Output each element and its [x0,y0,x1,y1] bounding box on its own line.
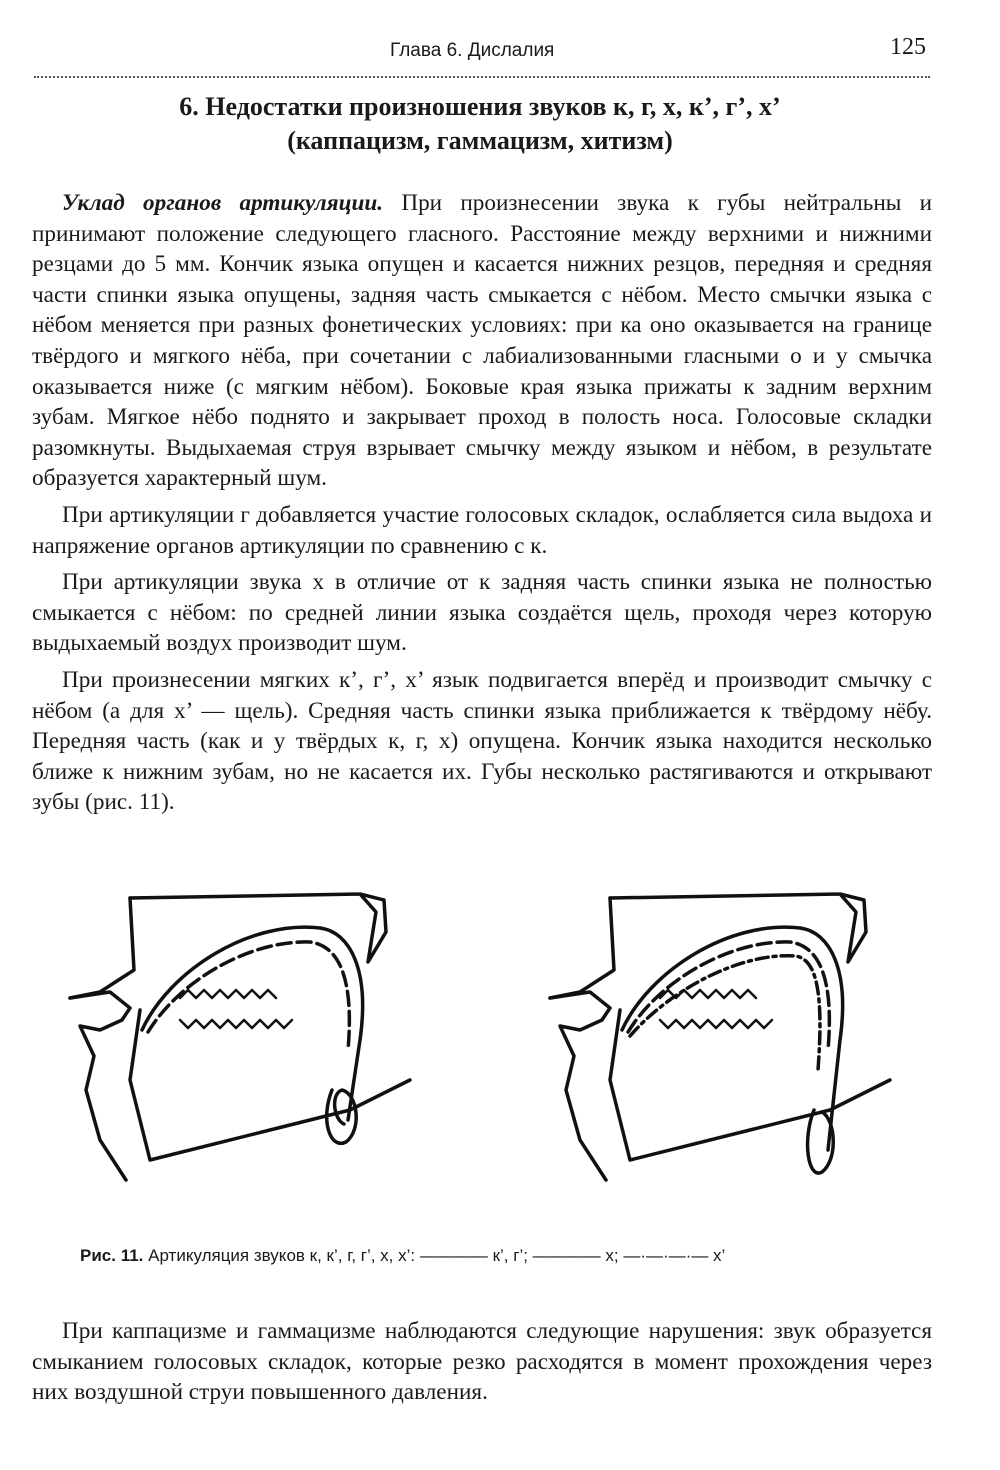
figure-caption [80,1246,940,1266]
paragraph-2: При артикуляции г добавляется участие голосовых складок, ослабляется сила выдоха и напряжение органов артикуляции по сравнению с к. [32,501,932,559]
palate-right [550,898,614,998]
paragraph-1-text: При произнесении звука к губы нейтральны и принимают положение следующего гласного. Расстояние между верхними и нижними резцами до 5 мм. Кончик языка опущен и касается нижних резцов, передняя и средняя части спинки языка опущены, задняя часть смыкается с нёбом. Место смычки языка с нёбом меняется при разных фонетических условиях: при ка оно оказывается на границе твёрдого и мягкого нёба, при сочетании с лабиализованными гласными о и у смычка оказывается ниже (с мягким нёбом). Боковые края языка прижаты к задним верхним зубам. Мягкое нёбо поднято и закрывает проход в полость носа. Голосовые складки разомкнуты. Выдыхаемая струя взрывает смычку между языком и нёбом, в результате образуется характерный шум. [32,190,933,492]
tongue-dashdot-right [630,956,820,1070]
head-outline-right [610,894,866,962]
lower-lip-left [80,1020,126,1180]
section-title [40,90,920,158]
teeth-lower-left [180,1020,292,1028]
paragraph-4: При произнесении мягких к’, г’, х’ язык подвигается вперёд и производит смычку с нёбом (а для х’ — щель). Средняя часть спинки языка приближается к твёрдому нёбу. Передняя часть (как и у твёрдых к, г, х) опущена. Кончик языка находится несколько ближе к нижним зубам, но не касается их. Губы несколько растягиваются и открывают зубы (рис. 11). [32,666,932,816]
chapter-title: Глава 6. Дислалия [390,40,555,61]
jaw-right [610,1010,890,1160]
body-text [32,188,932,824]
closing-text [32,1316,932,1408]
page-number: 125 [890,34,926,60]
paragraph-lead: Уклад органов артикуляции. [62,190,384,216]
paragraph-3: При артикуляции звука х в отличие от к задняя часть спинки языка не полностью смыкается с нёбом: по средней линии языка создаётся щель, проходя через которую выдыхаемый воздух производит шум. [32,569,932,657]
section-title-line2: (каппацизм, гаммацизм, хитизм) [287,126,673,155]
running-header [34,28,930,78]
lower-lip-right [560,1020,606,1180]
vocal-folds-left [327,1090,356,1143]
teeth-lower-right [660,1020,772,1028]
head-outline-left [130,894,386,962]
profile-right [550,894,890,1180]
figure-number: Рис. 11. [80,1246,144,1265]
profile-left [70,894,410,1180]
tongue-dash-left [148,942,349,1050]
tongue-solid-left [142,927,363,1120]
upper-lip-right [550,992,610,1020]
palate-left [70,898,134,998]
upper-lip-left [70,992,130,1020]
section-title-line1: 6. Недостатки произношения звуков к, г, х, к’, г’, х’ [179,92,781,121]
paragraph-1 [32,188,932,494]
jaw-left [130,1010,410,1160]
teeth-upper-left [180,990,276,998]
articulation-figure [30,880,930,1220]
teeth-upper-right [660,990,756,998]
closing-paragraph: При каппацизме и гаммацизме наблюдаются следующие нарушения: звук образуется смыканием голосовых складок, которые резко расходятся в момент прохождения через них воздушной струи повышенного давления. [32,1318,932,1406]
figure-caption-text: Артикуляция звуков к, к’, г, г’, х, х’: ———— к’, г’; ———— х; —·—·—·— х’ [143,1246,726,1265]
